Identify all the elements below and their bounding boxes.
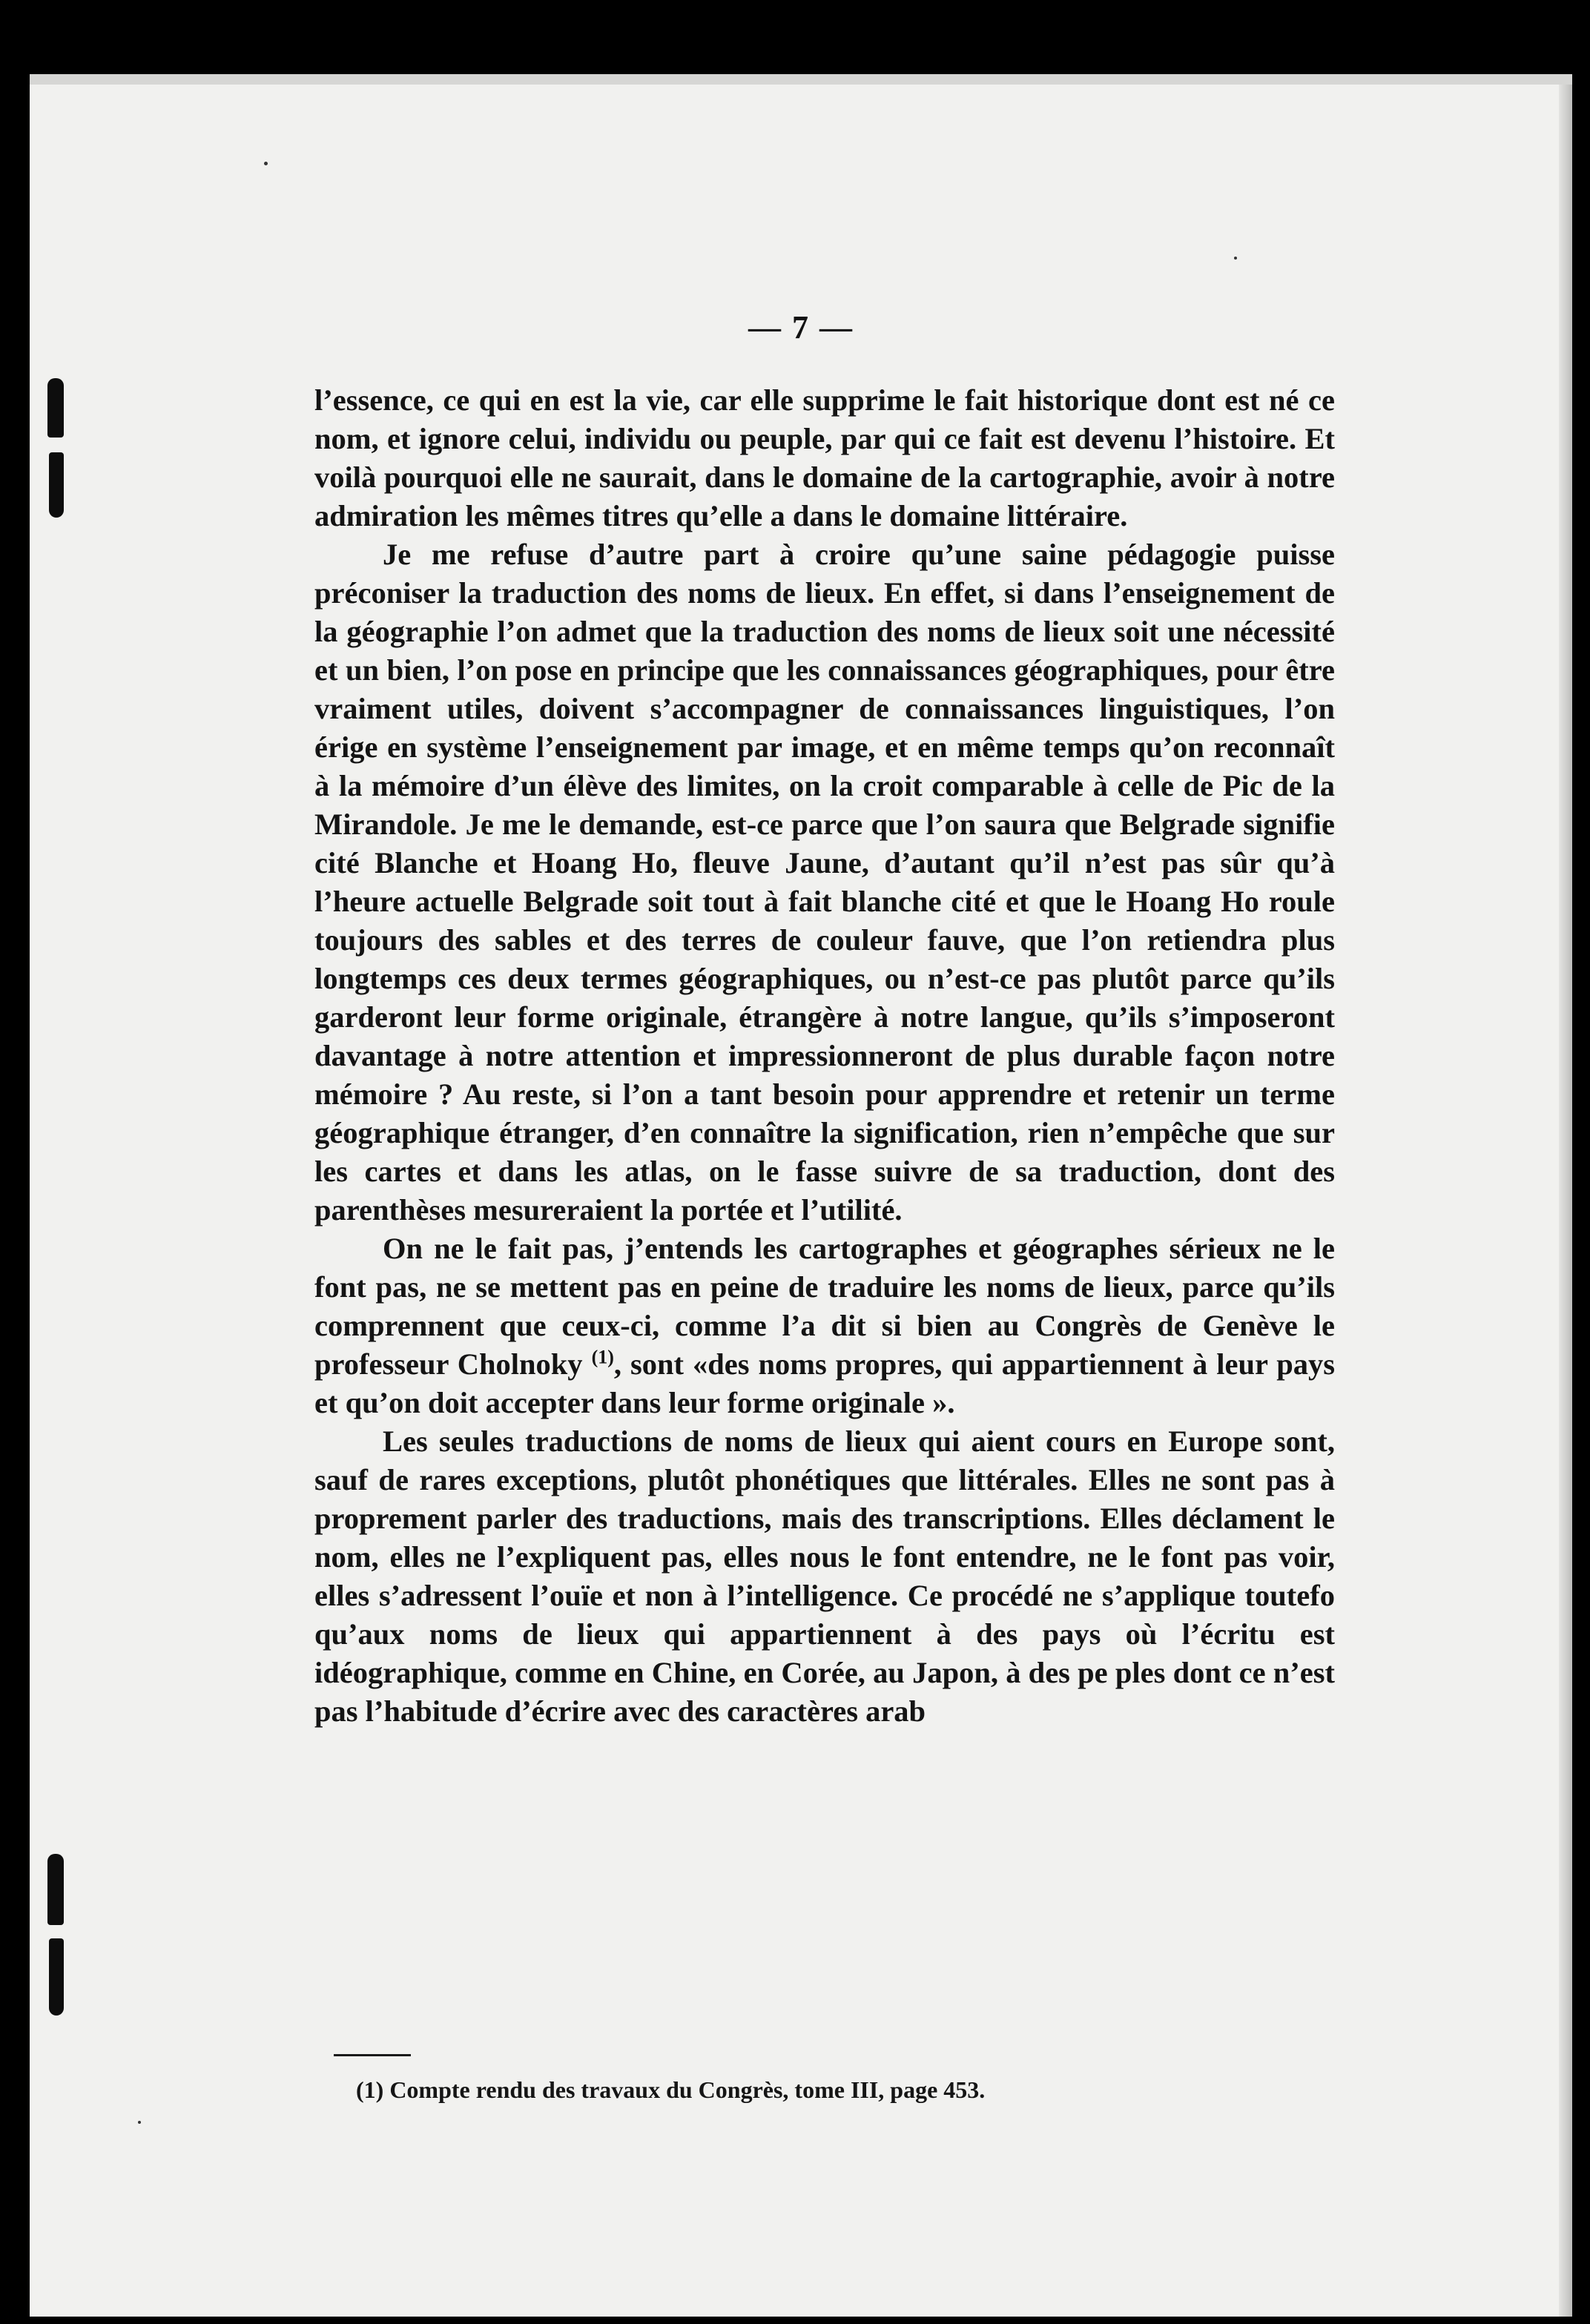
page-number: — 7 — xyxy=(748,309,854,346)
scan-speck xyxy=(1234,257,1237,260)
binding-mark-icon xyxy=(49,452,64,518)
scan-speck xyxy=(264,162,268,165)
binding-mark-icon xyxy=(47,1854,64,1925)
page-edge-shadow xyxy=(1559,85,1572,2317)
paragraph-4: Les seules traductions de noms de lieux qui aient cours en Europe sont, sauf de rares exceptions, plutôt phonétiques que littérales. Elles ne sont pas à proprement parler des traductions, mais des transcriptions. Elles déclament le nom, elles ne l’expliquent pas, elles nous le font entendre, ne le font pas voir, elles s’adressent l’ouïe et non à l’intelligence. Ce procédé ne s’applique toutefo qu’aux noms de lieux qui appartiennent à des pays où l’écritu est idéographique, comme en Chine, en Corée, au Japon, à des pe ples dont ce n’est pas l’habitude d’écrire avec des caractères arab xyxy=(314,1425,1335,1728)
paragraph-1: l’essence, ce qui en est la vie, car elle supprime le fait historique dont est né ce nom, et ignore celui, individu ou peuple, par qui ce fait est devenu l’histoire. Et voilà pourquoi elle ne saurait, dans le domaine de la cartographie, avoir à notre admiration les mêmes titres qu’elle a dans le domaine littéraire. xyxy=(314,383,1335,532)
binding-mark-icon xyxy=(49,1938,64,2016)
paragraph-3-part-1: On ne le fait pas, j’entends les cartographes et géographes sérieux ne le font pas, ne se mettent pas en peine de traduire les noms de lieux, parce qu’ils comprennent que ceux-ci, comme l’a dit si bien au Congrès de Genève le professeur Cholnoky xyxy=(314,1232,1335,1381)
paragraph-2: Je me refuse d’autre part à croire qu’une saine pédagogie puisse préconiser la traduction des noms de lieux. En effet, si dans l’enseignement de la géographie l’on admet que la traduction des noms de lieux soit une nécessité et un bien, l’on pose en principe que les connaissances géographiques, pour être vraiment utiles, doivent s’accompagner de connaissances linguistiques, l’on érige en système l’enseignement par image, et en même temps qu’on reconnaît à la mémoire d’un élève des limites, on la croit comparable à celle de Pic de la Mirandole. Je me le demande, est-ce parce que l’on saura que Belgrade signifie cité Blanche et Hoang Ho, fleuve Jaune, d’autant qu’il n’est pas sûr qu’à l’heure actuelle Belgrade soit tout à fait blanche cité et que le Hoang Ho roule toujours des sables et des terres de couleur fauve, que l’on retiendra plus longtemps ces deux termes géographiques, ou n’est-ce pas plutôt parce qu’ils garderont leur forme originale, étrangère à notre langue, qu’ils s’imposeront davantage à notre attention et impressionneront de plus durable façon notre mémoire ? Au reste, si l’on a tant besoin pour apprendre et retenir un terme géographique étranger, d’en connaître la signification, rien n’empêche que sur les cartes et dans les atlas, on le fasse suivre de sa traduction, dont des parenthèses mesureraient la portée et l’utilité. xyxy=(314,538,1335,1227)
binding-mark-icon xyxy=(47,378,64,438)
footnote: (1) Compte rendu des travaux du Congrès, tome III, page 453. xyxy=(356,2076,986,2103)
scan-speck xyxy=(138,2121,141,2124)
footnote-reference: (1) xyxy=(591,1346,614,1368)
body-text xyxy=(314,381,1335,1731)
scanned-page xyxy=(30,74,1572,2317)
paragraph-3 xyxy=(314,1229,1335,1422)
paragraph-3-part-2: , sont «des noms propres, qui appartiennent à leur pays et qu’on doit accepter dans leur forme originale ». xyxy=(314,1347,1335,1419)
footnote-divider xyxy=(334,2054,411,2056)
